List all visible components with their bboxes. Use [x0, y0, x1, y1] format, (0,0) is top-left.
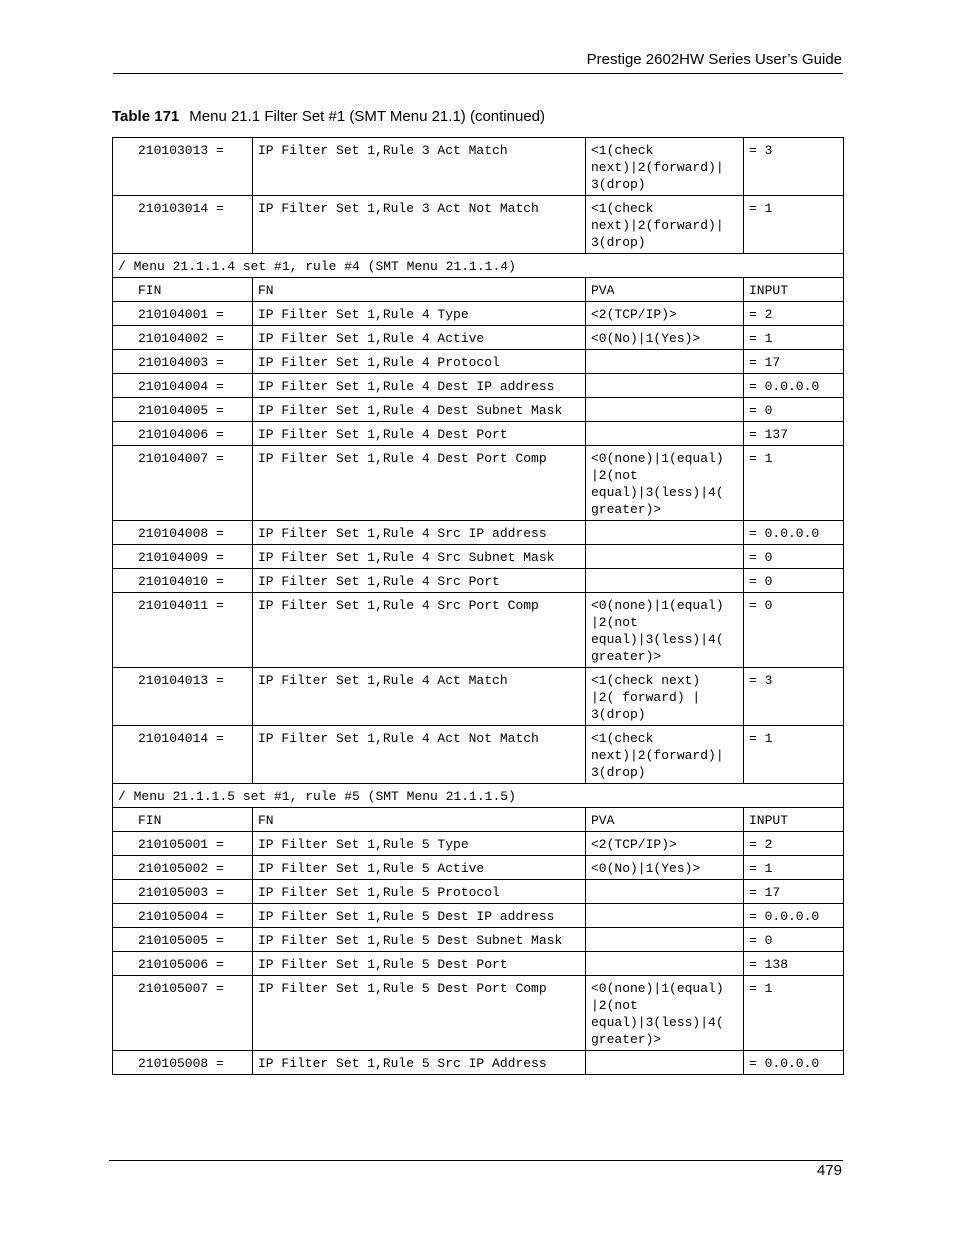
pva-cell: <0(none)|1(equal) |2(not equal)|3(less)|4( greater)> — [586, 446, 744, 521]
fin-cell: 210105005 = — [113, 928, 253, 952]
fin-cell: 210105006 = — [113, 952, 253, 976]
fin-cell: 210104014 = — [113, 726, 253, 784]
fin-cell: 210105008 = — [113, 1051, 253, 1075]
table-caption-label: Table 171 — [112, 108, 180, 125]
input-cell: INPUT — [744, 278, 844, 302]
table-row — [113, 545, 844, 569]
pva-cell — [586, 422, 744, 446]
input-cell: = 3 — [744, 668, 844, 726]
fin-cell: 210104007 = — [113, 446, 253, 521]
table-row — [113, 856, 844, 880]
pva-cell — [586, 952, 744, 976]
input-cell: = 17 — [744, 350, 844, 374]
fn-cell: IP Filter Set 1,Rule 4 Dest Port Comp — [253, 446, 586, 521]
fin-cell: 210104010 = — [113, 569, 253, 593]
fn-cell: IP Filter Set 1,Rule 3 Act Match — [253, 138, 586, 196]
input-cell: = 0.0.0.0 — [744, 374, 844, 398]
column-header-row — [113, 278, 844, 302]
input-cell: = 0 — [744, 569, 844, 593]
section-title: / Menu 21.1.1.4 set #1, rule #4 (SMT Menu 21.1.1.4) — [113, 254, 844, 278]
table-row — [113, 374, 844, 398]
fin-cell: 210105007 = — [113, 976, 253, 1051]
pva-cell: <1(check next) |2( forward) | 3(drop) — [586, 668, 744, 726]
fn-cell: IP Filter Set 1,Rule 5 Dest Port Comp — [253, 976, 586, 1051]
fn-cell: IP Filter Set 1,Rule 5 Src IP Address — [253, 1051, 586, 1075]
section-row — [113, 254, 844, 278]
fn-cell: FN — [253, 808, 586, 832]
input-cell: = 1 — [744, 196, 844, 254]
fn-cell: IP Filter Set 1,Rule 5 Dest Port — [253, 952, 586, 976]
pva-cell — [586, 350, 744, 374]
fn-cell: IP Filter Set 1,Rule 4 Act Not Match — [253, 726, 586, 784]
filter-set-table — [112, 137, 844, 1075]
fin-cell: 210104008 = — [113, 521, 253, 545]
fn-cell: IP Filter Set 1,Rule 3 Act Not Match — [253, 196, 586, 254]
table-row — [113, 726, 844, 784]
fn-cell: IP Filter Set 1,Rule 5 Dest IP address — [253, 904, 586, 928]
table-row — [113, 668, 844, 726]
fin-cell: 210104013 = — [113, 668, 253, 726]
page-number: 479 — [816, 1162, 842, 1179]
fn-cell: IP Filter Set 1,Rule 4 Active — [253, 326, 586, 350]
input-cell: = 1 — [744, 446, 844, 521]
table-row — [113, 952, 844, 976]
table-row — [113, 446, 844, 521]
table-row — [113, 326, 844, 350]
table-row — [113, 196, 844, 254]
pva-cell: <2(TCP/IP)> — [586, 302, 744, 326]
fin-cell: 210104004 = — [113, 374, 253, 398]
table-row — [113, 350, 844, 374]
input-cell: = 0.0.0.0 — [744, 904, 844, 928]
fn-cell: IP Filter Set 1,Rule 5 Protocol — [253, 880, 586, 904]
fin-cell: 210104006 = — [113, 422, 253, 446]
input-cell: INPUT — [744, 808, 844, 832]
pva-cell — [586, 880, 744, 904]
fn-cell: IP Filter Set 1,Rule 4 Act Match — [253, 668, 586, 726]
input-cell: = 2 — [744, 832, 844, 856]
fn-cell: IP Filter Set 1,Rule 4 Type — [253, 302, 586, 326]
fin-cell: 210103013 = — [113, 138, 253, 196]
fin-cell: 210104003 = — [113, 350, 253, 374]
fin-cell: 210103014 = — [113, 196, 253, 254]
fin-cell: 210105003 = — [113, 880, 253, 904]
input-cell: = 17 — [744, 880, 844, 904]
input-cell: = 0 — [744, 545, 844, 569]
fn-cell: IP Filter Set 1,Rule 4 Dest Port — [253, 422, 586, 446]
table-caption — [112, 108, 545, 125]
fin-cell: 210104011 = — [113, 593, 253, 668]
table-row — [113, 880, 844, 904]
table-row — [113, 904, 844, 928]
pva-cell: <0(No)|1(Yes)> — [586, 326, 744, 350]
table-row — [113, 976, 844, 1051]
table-row — [113, 569, 844, 593]
pva-cell — [586, 398, 744, 422]
pva-cell — [586, 521, 744, 545]
table-row — [113, 1051, 844, 1075]
input-cell: = 0 — [744, 928, 844, 952]
pva-cell: <1(check next)|2(forward)| 3(drop) — [586, 726, 744, 784]
column-header-row — [113, 808, 844, 832]
section-title: / Menu 21.1.1.5 set #1, rule #5 (SMT Menu 21.1.1.5) — [113, 784, 844, 808]
input-cell: = 1 — [744, 856, 844, 880]
input-cell: = 0.0.0.0 — [744, 521, 844, 545]
input-cell: = 0 — [744, 398, 844, 422]
header-title: Prestige 2602HW Series User’s Guide — [586, 51, 842, 68]
fn-cell: IP Filter Set 1,Rule 4 Src Port — [253, 569, 586, 593]
pva-cell: PVA — [586, 808, 744, 832]
table-caption-text: Menu 21.1 Filter Set #1 (SMT Menu 21.1) (continued) — [189, 108, 545, 125]
fn-cell: IP Filter Set 1,Rule 5 Active — [253, 856, 586, 880]
table-row — [113, 398, 844, 422]
pva-cell: PVA — [586, 278, 744, 302]
section-row — [113, 784, 844, 808]
pva-cell: <0(none)|1(equal) |2(not equal)|3(less)|4( greater)> — [586, 976, 744, 1051]
table-row — [113, 832, 844, 856]
fin-cell: 210104005 = — [113, 398, 253, 422]
pva-cell — [586, 569, 744, 593]
footer-divider — [109, 1160, 843, 1161]
input-cell: = 2 — [744, 302, 844, 326]
input-cell: = 1 — [744, 976, 844, 1051]
fin-cell: 210104001 = — [113, 302, 253, 326]
pva-cell: <1(check next)|2(forward)| 3(drop) — [586, 138, 744, 196]
fin-cell: 210105001 = — [113, 832, 253, 856]
input-cell: = 0.0.0.0 — [744, 1051, 844, 1075]
input-cell: = 1 — [744, 326, 844, 350]
pva-cell — [586, 374, 744, 398]
pva-cell: <1(check next)|2(forward)| 3(drop) — [586, 196, 744, 254]
table-row — [113, 422, 844, 446]
fin-cell: 210104009 = — [113, 545, 253, 569]
pva-cell — [586, 545, 744, 569]
table-row — [113, 928, 844, 952]
table-row — [113, 138, 844, 196]
pva-cell — [586, 904, 744, 928]
table-row — [113, 521, 844, 545]
header-divider — [113, 73, 843, 74]
fin-cell: FIN — [113, 808, 253, 832]
table-body — [113, 138, 844, 1075]
fin-cell: FIN — [113, 278, 253, 302]
fn-cell: IP Filter Set 1,Rule 4 Protocol — [253, 350, 586, 374]
input-cell: = 138 — [744, 952, 844, 976]
input-cell: = 3 — [744, 138, 844, 196]
table-row — [113, 593, 844, 668]
input-cell: = 1 — [744, 726, 844, 784]
input-cell: = 0 — [744, 593, 844, 668]
fn-cell: IP Filter Set 1,Rule 4 Src Port Comp — [253, 593, 586, 668]
input-cell: = 137 — [744, 422, 844, 446]
fn-cell: IP Filter Set 1,Rule 4 Dest IP address — [253, 374, 586, 398]
fn-cell: IP Filter Set 1,Rule 5 Type — [253, 832, 586, 856]
pva-cell — [586, 1051, 744, 1075]
fn-cell: IP Filter Set 1,Rule 4 Dest Subnet Mask — [253, 398, 586, 422]
fn-cell: IP Filter Set 1,Rule 4 Src Subnet Mask — [253, 545, 586, 569]
pva-cell — [586, 928, 744, 952]
fn-cell: IP Filter Set 1,Rule 5 Dest Subnet Mask — [253, 928, 586, 952]
fn-cell: FN — [253, 278, 586, 302]
pva-cell: <0(No)|1(Yes)> — [586, 856, 744, 880]
fin-cell: 210104002 = — [113, 326, 253, 350]
fin-cell: 210105004 = — [113, 904, 253, 928]
pva-cell: <2(TCP/IP)> — [586, 832, 744, 856]
table-row — [113, 302, 844, 326]
pva-cell: <0(none)|1(equal) |2(not equal)|3(less)|4( greater)> — [586, 593, 744, 668]
fn-cell: IP Filter Set 1,Rule 4 Src IP address — [253, 521, 586, 545]
fin-cell: 210105002 = — [113, 856, 253, 880]
